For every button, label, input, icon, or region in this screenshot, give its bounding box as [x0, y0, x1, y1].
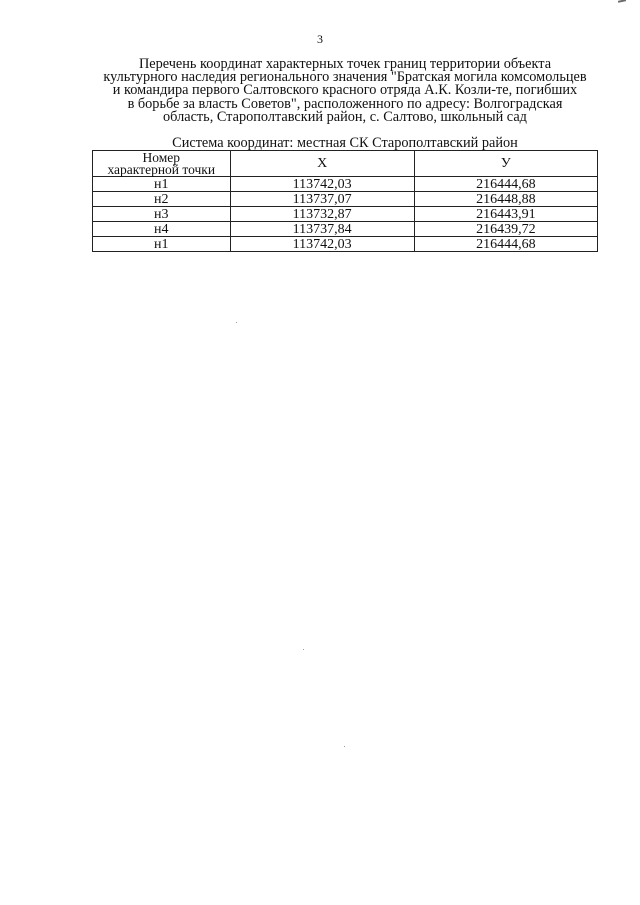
- cell-y: 216443,91: [414, 207, 597, 222]
- scan-corner-mark: [618, 0, 626, 3]
- header-point-line1: Номер: [142, 149, 181, 165]
- scan-speck: [236, 322, 237, 323]
- header-x: X: [230, 151, 414, 177]
- scan-speck: [344, 746, 345, 747]
- cell-x: 113737,07: [230, 192, 414, 207]
- cell-x: 113742,03: [230, 177, 414, 192]
- cell-y: 216444,68: [414, 237, 597, 252]
- cell-x: 113742,03: [230, 237, 414, 252]
- title-line: Перечень координат характерных точек границ территории объекта: [138, 56, 552, 72]
- title-line: культурного наследия регионального значения "Братская могила комсомольцев: [103, 69, 587, 86]
- cell-x: 113737,84: [230, 222, 414, 237]
- page-number: 3: [317, 32, 323, 46]
- header-point-number: [93, 151, 231, 177]
- table-row: [93, 192, 598, 207]
- header-point-line2: характерной точки: [107, 161, 216, 177]
- title-line: в борьбе за власть Советов", расположенного по адресу: Волгоградская: [127, 95, 563, 112]
- table-row: [93, 207, 598, 222]
- cell-x: 113732,87: [230, 207, 414, 222]
- table-row: [93, 177, 598, 192]
- cell-point: н2: [93, 192, 231, 207]
- cell-point: н3: [93, 207, 231, 222]
- coordinates-table: [92, 150, 598, 252]
- table-row: [93, 237, 598, 252]
- cell-y: 216439,72: [414, 222, 597, 237]
- cell-point: н1: [93, 177, 231, 192]
- document-title: [80, 58, 610, 124]
- cell-y: 216444,68: [414, 177, 597, 192]
- title-line: и командира первого Салтовского красного отряда А.К. Козли-те, погибших: [112, 82, 578, 99]
- table-row: [93, 222, 598, 237]
- scan-speck: [303, 649, 304, 650]
- header-y: У: [414, 151, 597, 177]
- title-line: область, Старополтавский район, с. Салтово, школьный сад: [163, 108, 527, 125]
- cell-point: н4: [93, 222, 231, 237]
- table-header-row: [93, 151, 598, 177]
- coordinate-system-caption: Система координат: местная СК Старополтавский район: [172, 135, 518, 151]
- cell-point: н1: [93, 237, 231, 252]
- cell-y: 216448,88: [414, 192, 597, 207]
